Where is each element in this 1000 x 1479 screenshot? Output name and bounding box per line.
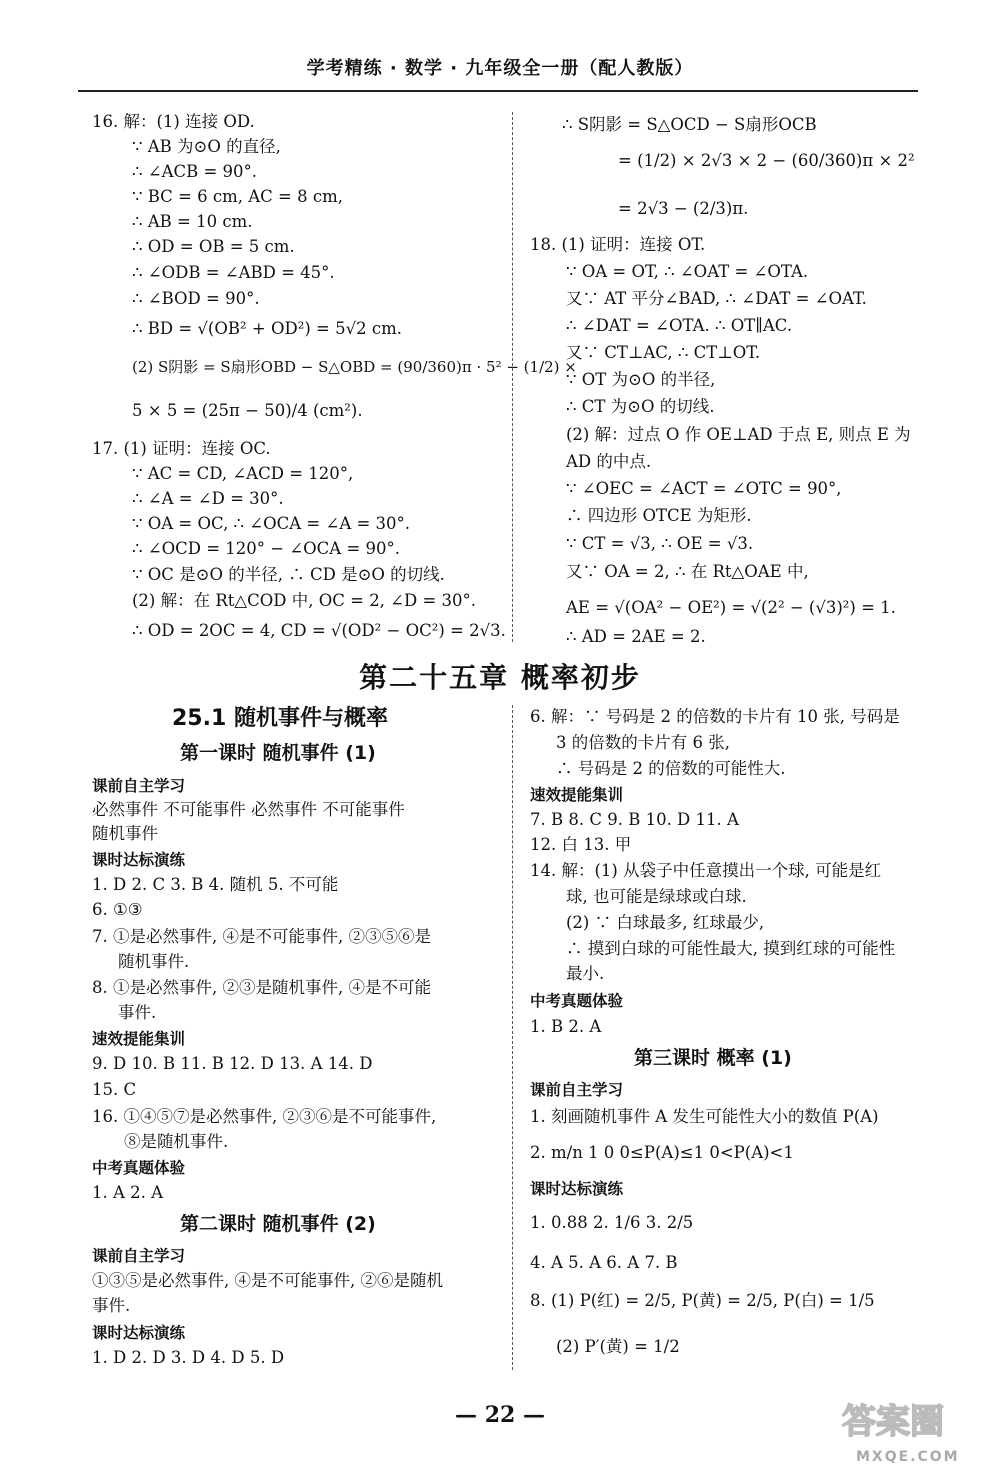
lower-column-divider — [512, 705, 513, 1370]
running-header: 学考精练 · 数学 · 九年级全一册（配人教版） — [306, 58, 694, 79]
answer-line: 球, 也可能是绿球或白球. — [566, 887, 747, 906]
answer-line: (2) 解：在 Rt△COD 中, OC = 2, ∠D = 30°. — [132, 591, 477, 610]
answer-line: ∴ 四边形 OTCE 为矩形. — [566, 506, 752, 525]
answer-line: 8. (1) P(红) = 2/5, P(黄) = 2/5, P(白) = 1/5 — [530, 1291, 875, 1310]
answer-line: (2) ∵ 白球最多, 红球最少, — [566, 913, 765, 932]
answer-line: 又∵ CT⊥AC, ∴ CT⊥OT. — [566, 343, 761, 362]
answer-line: ∴ ∠DAT = ∠OTA. ∴ OT∥AC. — [566, 316, 793, 335]
answer-line: ①③⑤是必然事件, ④是不可能事件, ②⑥是随机 — [92, 1271, 443, 1290]
chapter-title: 第二十五章 概率初步 — [359, 661, 641, 694]
answer-line: ∴ OD = OB = 5 cm. — [132, 237, 295, 256]
period-title: 第三课时 概率 (1) — [634, 1047, 792, 1069]
answer-line: 2. m/n 1 0 0≤P(A)≤1 0<P(A)<1 — [530, 1143, 794, 1162]
answer-line: ∵ OA = OT, ∴ ∠OAT = ∠OTA. — [566, 262, 809, 281]
answer-line: 3 的倍数的卡片有 6 张, — [556, 733, 730, 752]
answer-line: 7. B 8. C 9. B 10. D 11. A — [530, 810, 739, 829]
section-heading: 速效提能集训 — [530, 786, 624, 804]
answer-line: 16. 解：(1) 连接 OD. — [92, 112, 255, 131]
answer-line: AE = √(OA² − OE²) = √(2² − (√3)²) = 1. — [566, 598, 896, 617]
answer-line: 6. 解：∵ 号码是 2 的倍数的卡片有 10 张, 号码是 — [530, 707, 900, 726]
answer-line: ∴ AD = 2AE = 2. — [566, 627, 706, 646]
answer-line: 必然事件 不可能事件 必然事件 不可能事件 — [92, 800, 405, 819]
answer-line: ∴ S阴影 = S△OCD − S扇形OCB — [562, 115, 817, 134]
answer-line: 1. A 2. A — [92, 1183, 164, 1202]
section-heading: 中考真题体验 — [530, 992, 624, 1010]
answer-line: 7. ①是必然事件, ④是不可能事件, ②③⑤⑥是 — [92, 927, 431, 946]
section-heading: 课时达标演练 — [92, 1324, 186, 1342]
section-heading: 课前自主学习 — [92, 777, 186, 795]
answer-line: 15. C — [92, 1080, 137, 1099]
answer-line: 事件. — [118, 1003, 157, 1022]
answer-line: 9. D 10. B 11. B 12. D 13. A 14. D — [92, 1054, 373, 1073]
answer-line: ∴ 摸到白球的可能性最大, 摸到红球的可能性 — [566, 939, 896, 958]
answer-line: 6. ①③ — [92, 900, 143, 919]
answer-line: 18. (1) 证明：连接 OT. — [530, 235, 706, 254]
answer-line: ∵ ∠OEC = ∠ACT = ∠OTC = 90°, — [566, 479, 842, 498]
page-number: — 22 — — [455, 1402, 545, 1428]
section-heading: 课时达标演练 — [530, 1180, 624, 1198]
header-rule — [78, 90, 918, 92]
answer-line: ∴ ∠OCD = 120° − ∠OCA = 90°. — [132, 539, 401, 558]
answer-line: 8. ①是必然事件, ②③是随机事件, ④是不可能 — [92, 978, 431, 997]
answer-line: ∴ CT 为⊙O 的切线. — [566, 397, 715, 416]
answer-line: ⑧是随机事件. — [124, 1132, 229, 1151]
answer-line: 4. A 5. A 6. A 7. B — [530, 1253, 678, 1272]
answer-line: 1. 0.88 2. 1/6 3. 2/5 — [530, 1213, 694, 1232]
answer-line: 最小. — [566, 964, 605, 983]
section-heading: 课前自主学习 — [530, 1081, 624, 1099]
answer-line: 又∵ AT 平分∠BAD, ∴ ∠DAT = ∠OAT. — [566, 289, 867, 308]
answer-line: 又∵ OA = 2, ∴ 在 Rt△OAE 中, — [566, 562, 809, 581]
answer-line: = (1/2) × 2√3 × 2 − (60/360)π × 2² — [618, 151, 915, 170]
watermark-logo — [834, 1391, 984, 1469]
period-title: 第二课时 随机事件 (2) — [180, 1213, 376, 1235]
answer-line: ∴ ∠A = ∠D = 30°. — [132, 489, 284, 508]
answer-line: ∵ AB 为⊙O 的直径, — [132, 137, 281, 156]
section-heading: 课前自主学习 — [92, 1247, 186, 1265]
answer-line: (2) S阴影 = S扇形OBD − S△OBD = (90/360)π · 5² − (1/2) × — [132, 358, 577, 376]
answer-line: ∵ OT 为⊙O 的半径, — [566, 370, 716, 389]
answer-line: 1. B 2. A — [530, 1017, 602, 1036]
answer-line: 随机事件 — [92, 824, 158, 843]
answer-line: ∵ AC = CD, ∠ACD = 120°, — [132, 464, 354, 483]
answer-line: ∴ 号码是 2 的倍数的可能性大. — [556, 759, 786, 778]
answer-line: ∵ CT = √3, ∴ OE = √3. — [566, 534, 754, 553]
answer-line: 1. 刻画随机事件 A 发生可能性大小的数值 P(A) — [530, 1107, 879, 1126]
answer-line: 随机事件. — [118, 952, 190, 971]
section-heading: 速效提能集训 — [92, 1030, 186, 1048]
section-heading: 课时达标演练 — [92, 851, 186, 869]
period-title: 第一课时 随机事件 (1) — [180, 742, 376, 764]
answer-line: 1. D 2. D 3. D 4. D 5. D — [92, 1348, 285, 1367]
answer-line: ∴ BD = √(OB² + OD²) = 5√2 cm. — [132, 319, 402, 338]
section-heading: 中考真题体验 — [92, 1159, 186, 1177]
answer-line: (2) 解：过点 O 作 OE⊥AD 于点 E, 则点 E 为 — [566, 425, 911, 444]
watermark-text: 答案圈 — [842, 1402, 944, 1442]
answer-line: = 2√3 − (2/3)π. — [618, 199, 749, 218]
answer-line: 17. (1) 证明：连接 OC. — [92, 439, 271, 458]
answer-line: AD 的中点. — [566, 452, 652, 471]
answer-line: ∴ OD = 2OC = 4, CD = √(OD² − OC²) = 2√3. — [132, 621, 506, 640]
answer-line: 事件. — [92, 1296, 131, 1315]
answer-line: ∴ AB = 10 cm. — [132, 212, 253, 231]
lesson-title: 25.1 随机事件与概率 — [172, 706, 388, 731]
answer-line: 1. D 2. C 3. B 4. 随机 5. 不可能 — [92, 875, 339, 894]
watermark-subtext: MXQE.COM — [856, 1449, 960, 1465]
answer-line: ∵ OC 是⊙O 的半径, ∴ CD 是⊙O 的切线. — [132, 565, 445, 584]
answer-line: ∵ OA = OC, ∴ ∠OCA = ∠A = 30°. — [132, 514, 411, 533]
answer-line: 5 × 5 = (25π − 50)/4 (cm²). — [132, 401, 363, 420]
answer-line: ∴ ∠ACB = 90°. — [132, 162, 258, 181]
answer-line: ∵ BC = 6 cm, AC = 8 cm, — [132, 187, 343, 206]
answer-line: ∴ ∠ODB = ∠ABD = 45°. — [132, 263, 335, 282]
answer-line: 12. 白 13. 甲 — [530, 835, 632, 854]
answer-line: 14. 解：(1) 从袋子中任意摸出一个球, 可能是红 — [530, 861, 882, 880]
answer-line: 16. ①④⑤⑦是必然事件, ②③⑥是不可能事件, — [92, 1107, 437, 1126]
answer-line: (2) P′(黄) = 1/2 — [556, 1337, 680, 1356]
answer-line: ∴ ∠BOD = 90°. — [132, 289, 260, 308]
